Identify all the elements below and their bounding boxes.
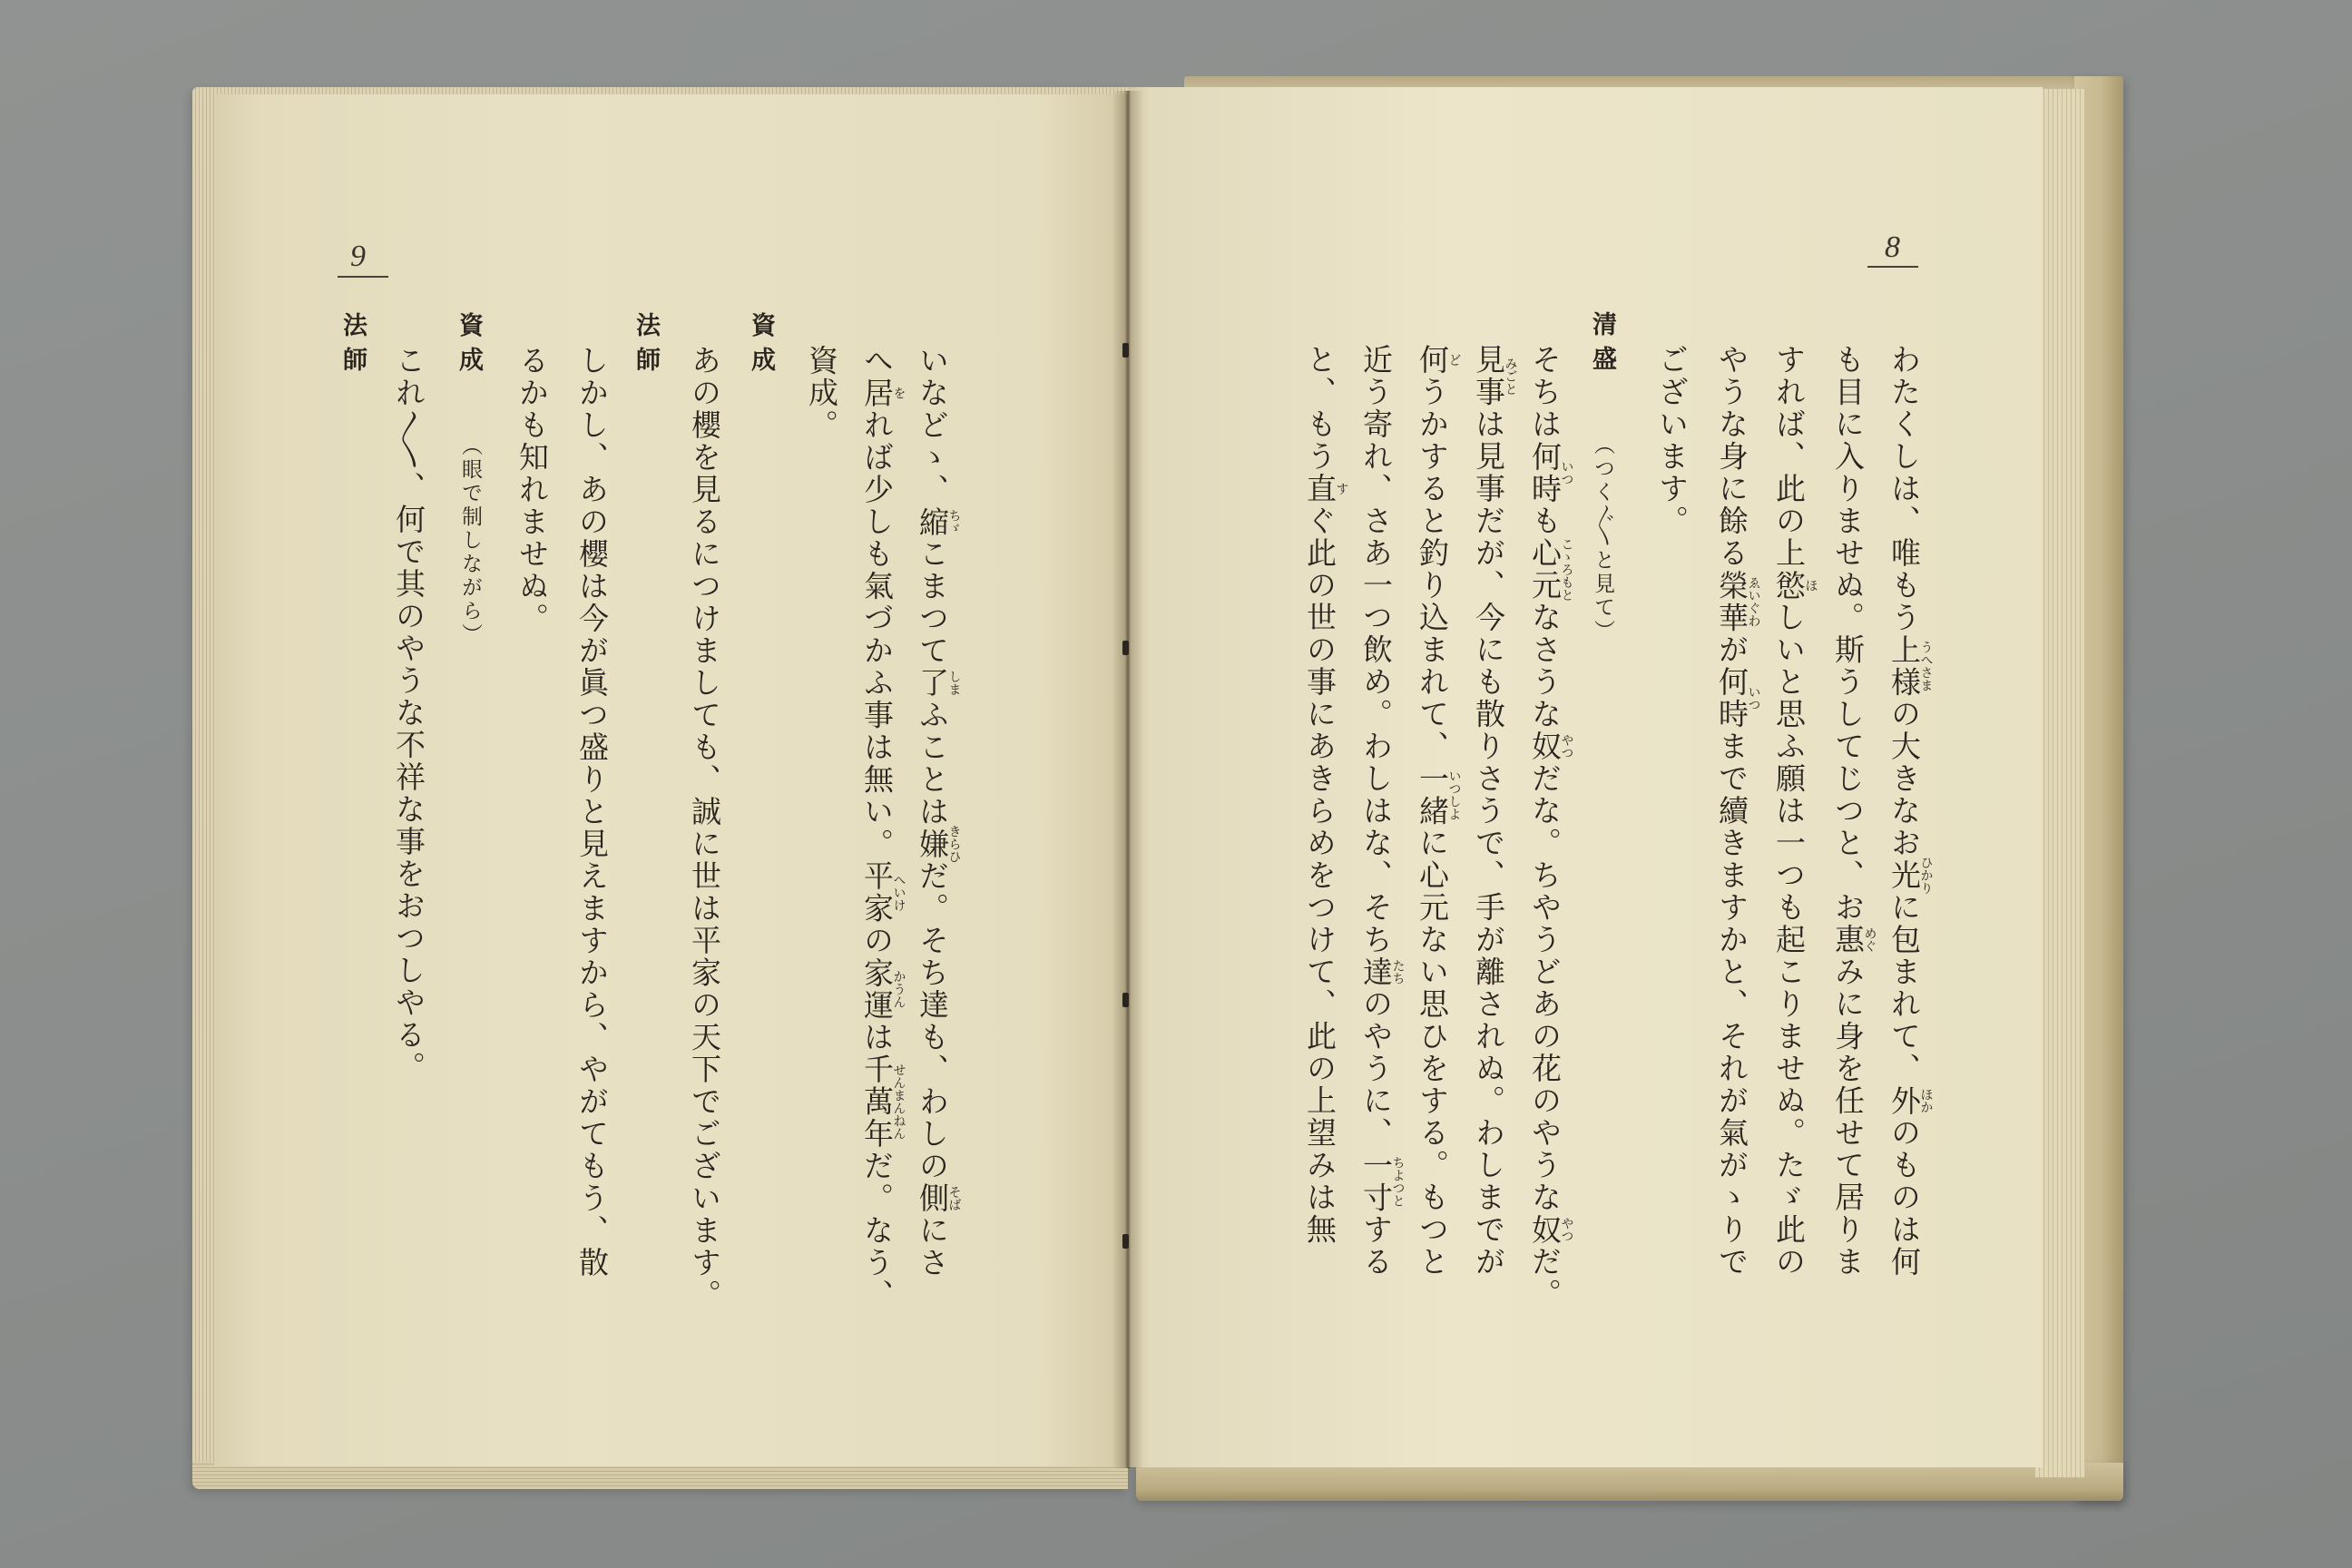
text-run: のやうに、 xyxy=(1358,988,1394,1150)
text-run: の xyxy=(859,925,895,957)
ruby-word xyxy=(859,377,906,410)
ruby-word xyxy=(1771,569,1818,603)
text-run: これ〳〵、何で其のやうな不祥な事をおつしやる。 xyxy=(391,345,426,1083)
text-run: にさ xyxy=(915,1214,950,1279)
text-column xyxy=(859,345,906,1311)
ruby-base: 達 xyxy=(1358,956,1394,988)
ruby-word xyxy=(1527,1213,1574,1247)
furigana: めぐ xyxy=(1862,924,1877,956)
ruby-base: 見事 xyxy=(1471,344,1506,408)
ruby-base: 一緒 xyxy=(1415,762,1450,828)
ruby-base: 奴 xyxy=(1527,1213,1563,1246)
text-column xyxy=(687,345,722,1311)
ruby-base: 光 xyxy=(1886,856,1922,895)
furigana: やつ xyxy=(1559,1213,1574,1246)
ruby-base: 嫌 xyxy=(915,825,950,864)
ruby-word xyxy=(915,505,962,539)
ruby-base: 側 xyxy=(915,1182,950,1215)
text-run: と、もう xyxy=(1302,344,1338,473)
furigana: かうん xyxy=(891,956,906,1022)
text-run: は xyxy=(859,1021,895,1054)
furigana: やつ xyxy=(1559,730,1574,763)
text-run: も目に入りませぬ。斯うしてじつと、お xyxy=(1830,344,1866,924)
ruby-base: 縮 xyxy=(915,505,950,538)
text-column xyxy=(1886,344,1934,1279)
text-run: いなどゝ、 xyxy=(915,345,950,506)
text-run: うかすると釣り込まれて、 xyxy=(1415,376,1450,763)
text-run: るかも知れませぬ。 xyxy=(514,345,550,635)
ruby-base: 外 xyxy=(1886,1084,1922,1117)
furigana: こゝろもと xyxy=(1559,537,1574,602)
ruby-base: 何 xyxy=(1415,344,1450,377)
text-run: に心元ない思ひをする。もつと xyxy=(1415,827,1450,1279)
ruby-base: 惠 xyxy=(1830,924,1866,956)
furigana: ちゞ xyxy=(946,505,962,538)
page-number-rule xyxy=(1867,266,1918,268)
ruby-base: 慾 xyxy=(1771,569,1807,602)
ruby-word xyxy=(1527,440,1574,505)
text-run: も xyxy=(1527,505,1563,537)
furigana: いつしよ xyxy=(1446,762,1462,828)
text-column xyxy=(917,345,961,1279)
text-column xyxy=(1527,344,1574,1310)
binding-stitch xyxy=(1122,641,1129,655)
ruby-word xyxy=(1714,666,1761,730)
speaker-name: 法師 xyxy=(632,312,660,381)
text-run: そちは xyxy=(1527,344,1563,441)
ruby-word xyxy=(859,1054,906,1151)
speaker-name: 資成 xyxy=(747,312,775,381)
text-column xyxy=(1830,344,1877,1279)
text-run: こまつて xyxy=(915,538,950,667)
furigana: へいけ xyxy=(891,860,906,925)
furigana: きらひ xyxy=(946,825,962,864)
ruby-base: 家運 xyxy=(859,956,895,1022)
right-page-edges xyxy=(2035,89,2085,1477)
furigana: うへさま xyxy=(1918,633,1934,699)
ruby-base: 千萬年 xyxy=(859,1054,895,1151)
ruby-base: 一寸 xyxy=(1358,1149,1394,1214)
furigana: せんまんねん xyxy=(891,1054,906,1151)
text-run: みに身を任せて居りま xyxy=(1830,956,1866,1279)
text-column xyxy=(1654,344,1690,537)
furigana: ほか xyxy=(1918,1084,1934,1117)
text-column xyxy=(1714,344,1761,1279)
text-run: のものは何 xyxy=(1886,1117,1922,1279)
ruby-word xyxy=(1527,537,1574,602)
text-column xyxy=(1471,344,1518,1279)
binding-stitch xyxy=(1122,343,1129,358)
text-run: ございます。 xyxy=(1654,344,1690,537)
text-column xyxy=(1771,344,1818,1279)
furigana: しま xyxy=(946,667,962,700)
furigana: ど xyxy=(1446,344,1462,377)
text-run: あの櫻を見るにつけましても、誠に世は平家の天下でございます。 xyxy=(687,345,722,1311)
text-run: に包まれて、 xyxy=(1886,891,1922,1085)
furigana: いつ xyxy=(1559,440,1574,505)
text-run: わたくしは、唯もう xyxy=(1886,344,1922,634)
left-page xyxy=(214,94,1128,1466)
text-column xyxy=(514,345,550,635)
ruby-word xyxy=(1830,924,1877,956)
stage-direction: （つく〴〵と見て） xyxy=(1591,434,1614,643)
text-run: は見事だが、今にも散りさうで、手が離されぬ。わしまでが xyxy=(1471,408,1506,1279)
furigana: ちよつと xyxy=(1390,1149,1406,1214)
text-run: やうな身に餘る xyxy=(1714,344,1749,570)
binding-stitch xyxy=(1122,1234,1129,1249)
ruby-word xyxy=(1302,473,1349,505)
text-run: しかし、あの櫻は今が眞つ盛りと見えますから、やがてもう、散 xyxy=(574,345,610,1279)
text-run: だな。ちやうどあの花のやうな xyxy=(1527,762,1563,1214)
speaker-name: 法師 xyxy=(338,312,367,381)
text-run: ぐ此の世の事にあきらめをつけて、此の上望みは無 xyxy=(1302,505,1338,1246)
text-run: だ。なう、 xyxy=(859,1150,895,1311)
ruby-base: 奴 xyxy=(1527,730,1563,763)
text-run: すれば、此の上 xyxy=(1771,344,1807,570)
text-run: が xyxy=(1714,633,1749,666)
stage-direction: （眼で制しながら） xyxy=(458,435,482,647)
ruby-word xyxy=(1527,730,1574,763)
text-column xyxy=(1417,344,1461,1279)
ruby-base: 直 xyxy=(1302,473,1338,505)
ruby-base: 了 xyxy=(915,667,950,700)
text-column xyxy=(574,345,610,1279)
furigana: いつ xyxy=(1746,666,1761,730)
text-run: まで續きますかと、それが氣がゝりで xyxy=(1714,730,1749,1279)
ruby-base: 心元 xyxy=(1527,537,1563,602)
ruby-base: 居 xyxy=(859,377,895,409)
ruby-word xyxy=(1714,569,1761,634)
ruby-word xyxy=(915,1182,962,1215)
ruby-word xyxy=(1886,633,1934,699)
page-number-rule xyxy=(338,276,388,278)
text-run: ふことは xyxy=(915,699,950,828)
ruby-base: 榮華 xyxy=(1714,569,1749,634)
right-page xyxy=(1128,87,2043,1467)
text-run: だ。 xyxy=(1527,1246,1563,1310)
text-run: する xyxy=(1358,1213,1394,1279)
furigana: そば xyxy=(946,1182,962,1215)
furigana: ひかり xyxy=(1918,856,1934,895)
furigana: ゑいぐわ xyxy=(1746,569,1761,634)
ruby-word xyxy=(915,667,962,700)
text-run: しいと思ふ願は一つも起こりませぬ。たゞ此の xyxy=(1771,602,1807,1279)
furigana: ほ xyxy=(1803,569,1818,602)
ruby-base: 何時 xyxy=(1527,440,1563,505)
ruby-word xyxy=(1358,1149,1406,1214)
ruby-word xyxy=(859,956,906,1022)
text-column xyxy=(804,345,839,442)
ruby-word xyxy=(1358,956,1406,989)
text-run: なさうな xyxy=(1527,602,1563,730)
text-run: だ。そち達も、わしの xyxy=(915,860,950,1182)
ruby-word xyxy=(859,860,906,925)
ruby-base: 平家 xyxy=(859,860,895,925)
text-column xyxy=(1302,344,1349,1246)
furigana: を xyxy=(891,377,906,409)
ruby-word xyxy=(1886,1084,1934,1118)
text-run: 資成。 xyxy=(804,345,839,442)
text-run: 近う寄れ、さあ一つ飲め。わしはな、そち xyxy=(1358,344,1394,956)
ruby-word xyxy=(1415,344,1462,377)
ruby-base: 上様 xyxy=(1886,633,1922,699)
ruby-word xyxy=(915,825,962,864)
text-run: の大きなお xyxy=(1886,698,1922,859)
spine-gutter xyxy=(1112,91,1143,1468)
book-cover-bottom-edge xyxy=(1136,1463,2123,1501)
ruby-word xyxy=(1886,856,1934,895)
page-number: 9 xyxy=(350,240,366,273)
text-run: へ xyxy=(859,345,895,377)
speaker-name: 資成 xyxy=(455,312,483,381)
speaker-name: 清盛 xyxy=(1588,311,1616,380)
text-column xyxy=(391,345,426,1083)
text-column xyxy=(1358,344,1406,1279)
ruby-base: 何時 xyxy=(1714,666,1749,730)
ruby-word xyxy=(1471,344,1518,408)
furigana: たち xyxy=(1390,956,1406,988)
page-number: 8 xyxy=(1885,230,1900,264)
binding-stitch xyxy=(1122,993,1129,1007)
furigana: す xyxy=(1334,473,1349,505)
ruby-word xyxy=(1415,762,1462,828)
furigana: みごと xyxy=(1503,344,1518,408)
text-run: れば少しも氣づかふ事は無い。 xyxy=(859,409,895,860)
